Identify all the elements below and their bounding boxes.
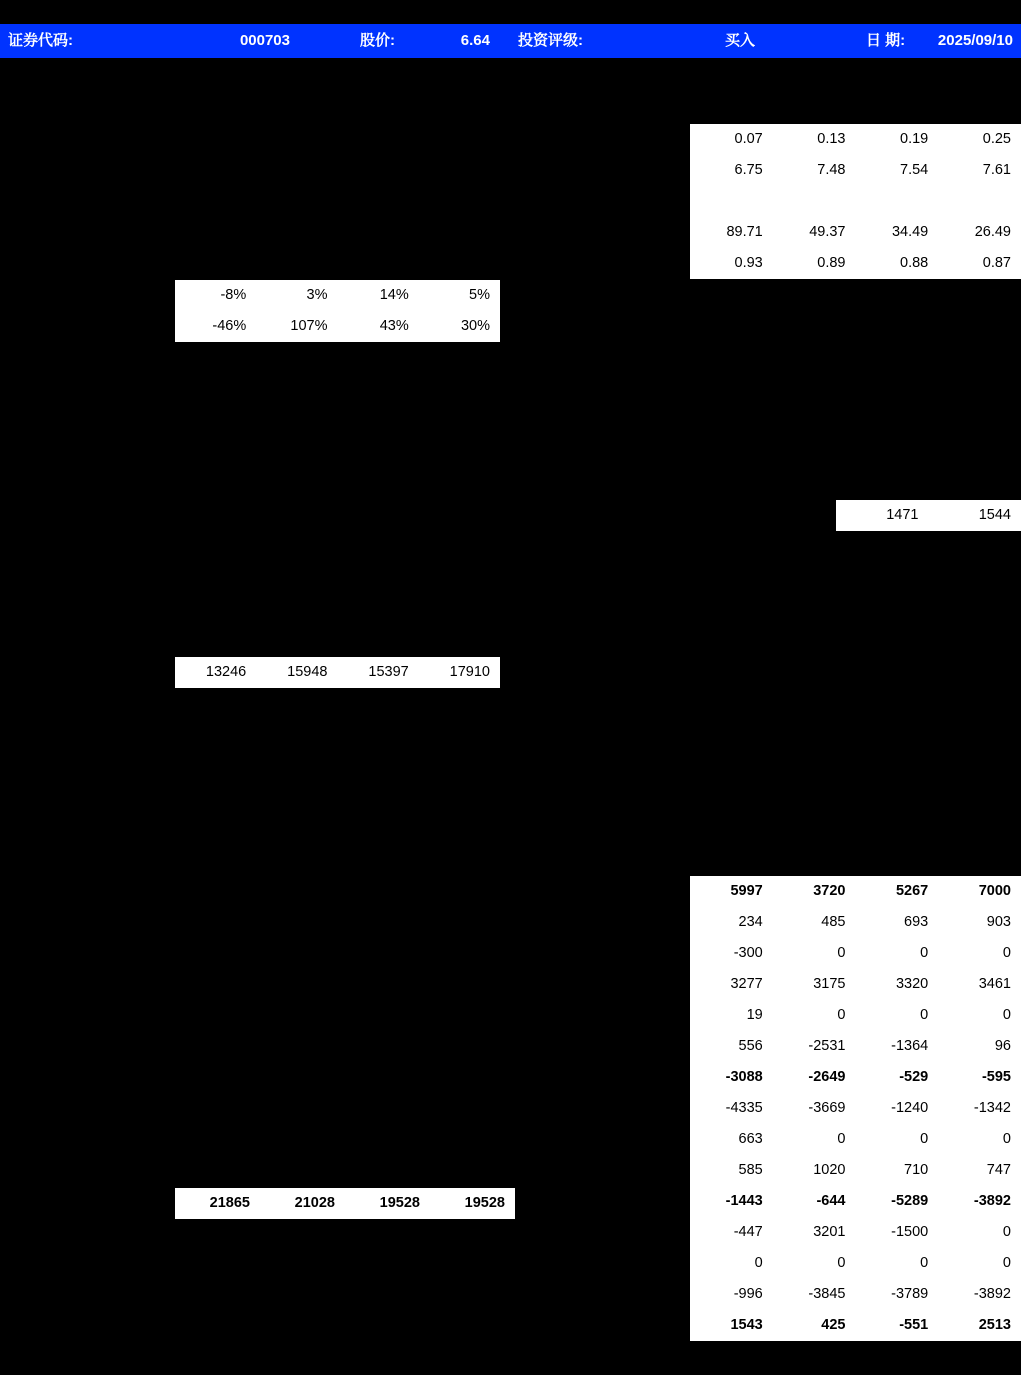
cell: 5267 (895, 883, 929, 899)
cell: -3669 (808, 1100, 846, 1116)
cell: 14% (379, 287, 409, 303)
cell: 0 (1002, 1255, 1011, 1271)
stock-price-label: 股价: (360, 32, 395, 49)
table-row (690, 1093, 1021, 1124)
valuation-ratios-block (690, 124, 1021, 279)
single-value-table (836, 500, 1021, 531)
mid-values-table (175, 657, 500, 688)
table-row (690, 1155, 1021, 1186)
cell: 15948 (287, 664, 328, 680)
cell: 3277 (730, 976, 763, 992)
cell: 3320 (895, 976, 929, 992)
cell: 96 (994, 1038, 1011, 1054)
total-values-table (175, 1188, 515, 1219)
table-row (175, 311, 500, 342)
cell: 0 (1002, 1007, 1011, 1023)
cell: 0 (1002, 1131, 1011, 1147)
security-code-label: 证券代码: (8, 32, 73, 49)
cell: -447 (733, 1224, 763, 1240)
table-row (690, 1217, 1021, 1248)
cell (938, 186, 1021, 217)
cell: -644 (816, 1193, 846, 1209)
cell: 34.49 (891, 224, 929, 240)
cell: -8% (220, 287, 247, 303)
cell: 0 (1002, 945, 1011, 961)
total-values-block (175, 1188, 515, 1219)
table-row (690, 907, 1021, 938)
cell (773, 186, 856, 217)
cell: 15397 (368, 664, 409, 680)
table-row (690, 248, 1021, 279)
security-code-value: 000703 (239, 32, 290, 49)
cell: 903 (986, 914, 1011, 930)
cell: 693 (904, 914, 929, 930)
cell: 0 (920, 1255, 929, 1271)
single-value-body (836, 500, 1021, 531)
cell: 5% (469, 287, 490, 303)
investment-rating-value: 买入 (724, 32, 755, 49)
cell: 1543 (730, 1317, 763, 1333)
cash-flow-body (690, 876, 1021, 1341)
table-row (690, 1000, 1021, 1031)
cell: 7.54 (900, 162, 929, 178)
cell: 0.19 (900, 131, 929, 147)
cell: 5997 (730, 883, 763, 899)
cell: -46% (212, 318, 247, 334)
cell: 17910 (449, 664, 490, 680)
cell: -2649 (808, 1069, 846, 1085)
cell: 0 (1002, 1224, 1011, 1240)
cell: 234 (738, 914, 763, 930)
table-row (175, 657, 500, 688)
total-values-body (175, 1188, 515, 1219)
cell: 2513 (978, 1317, 1011, 1333)
cell: 13246 (205, 664, 247, 680)
cell: 556 (738, 1038, 763, 1054)
cell: 21028 (294, 1195, 335, 1211)
cell: 89.71 (726, 224, 763, 240)
report-header-bar (0, 24, 1021, 58)
cell: 43% (379, 318, 409, 334)
cell: 0 (754, 1255, 763, 1271)
table-row (690, 155, 1021, 186)
table-row (690, 1031, 1021, 1062)
table-row (690, 1248, 1021, 1279)
cell: 663 (738, 1131, 763, 1147)
table-row (690, 876, 1021, 907)
table-row (690, 124, 1021, 155)
table-row-blank (690, 186, 1021, 217)
cell: 0.25 (982, 131, 1011, 147)
growth-rates-block (175, 280, 500, 342)
cell: -3892 (973, 1193, 1011, 1209)
table-row (690, 1279, 1021, 1310)
cell: 585 (738, 1162, 763, 1178)
cell: 3461 (978, 976, 1011, 992)
cell (690, 186, 773, 217)
cell: 710 (904, 1162, 929, 1178)
growth-rates-table (175, 280, 500, 342)
cell: 0 (837, 945, 846, 961)
cell: 3% (306, 287, 328, 303)
cell: 49.37 (809, 224, 846, 240)
cell: -300 (733, 945, 763, 961)
cash-flow-table (690, 876, 1021, 1341)
cell (856, 186, 939, 217)
cell: 6.75 (734, 162, 763, 178)
table-row (690, 969, 1021, 1000)
cell: 1020 (813, 1162, 846, 1178)
mid-values-body (175, 657, 500, 688)
cell: 1544 (978, 507, 1011, 523)
cash-flow-block (690, 876, 1021, 1341)
cell: 0.13 (817, 131, 846, 147)
cell: 0.88 (900, 255, 929, 271)
cell: -551 (899, 1317, 929, 1333)
cell: 19 (746, 1007, 763, 1023)
cell: 0.87 (982, 255, 1011, 271)
cell: -3892 (973, 1286, 1011, 1302)
cell: 7.48 (817, 162, 846, 178)
cell: -5289 (891, 1193, 929, 1209)
table-row (690, 938, 1021, 969)
cell: -1364 (891, 1038, 929, 1054)
valuation-ratios-table (690, 124, 1021, 279)
stock-price-value: 6.64 (460, 32, 490, 49)
cell: 425 (821, 1317, 846, 1333)
cell: 0 (837, 1131, 846, 1147)
cell: -3845 (808, 1286, 846, 1302)
cell: 0.89 (817, 255, 846, 271)
cell: 107% (290, 318, 328, 334)
cell: -595 (981, 1069, 1011, 1085)
cell: 7.61 (982, 162, 1011, 178)
cell: 747 (986, 1162, 1011, 1178)
table-row (690, 1062, 1021, 1093)
cell: -2531 (808, 1038, 846, 1054)
cell: 0 (837, 1007, 846, 1023)
cell: 19528 (464, 1195, 505, 1211)
investment-rating-label: 投资评级: (518, 32, 583, 49)
table-row (175, 280, 500, 311)
table-row (690, 1124, 1021, 1155)
cell: 26.49 (974, 224, 1011, 240)
cell: 0 (920, 945, 929, 961)
cell: -1500 (891, 1224, 929, 1240)
cell: -1342 (973, 1100, 1011, 1116)
cell: -1443 (725, 1193, 763, 1209)
cell: 21865 (209, 1195, 250, 1211)
table-row (836, 500, 1021, 531)
mid-values-block (175, 657, 500, 688)
cell: 3175 (813, 976, 846, 992)
table-row (690, 1186, 1021, 1217)
single-value-row-block (836, 500, 1021, 531)
cell: 0 (920, 1007, 929, 1023)
cell: -996 (733, 1286, 763, 1302)
cell: 3201 (813, 1224, 846, 1240)
cell: 0 (920, 1131, 929, 1147)
cell: -3088 (725, 1069, 763, 1085)
table-row (690, 217, 1021, 248)
cell: -3789 (891, 1286, 929, 1302)
report-date-label: 日 期: (866, 32, 906, 49)
cell: -1240 (891, 1100, 929, 1116)
table-row (175, 1188, 515, 1219)
cell: 3720 (813, 883, 846, 899)
valuation-ratios-body (690, 124, 1021, 279)
table-row (690, 1310, 1021, 1341)
cell: 7000 (978, 883, 1011, 899)
cell: 485 (821, 914, 846, 930)
cell: 0.07 (734, 131, 763, 147)
report-date-value: 2025/09/10 (937, 32, 1013, 49)
growth-rates-body (175, 280, 500, 342)
cell: -529 (899, 1069, 929, 1085)
cell: 0 (837, 1255, 846, 1271)
cell: 0.93 (734, 255, 763, 271)
cell: -4335 (725, 1100, 763, 1116)
cell: 1471 (886, 507, 919, 523)
cell: 30% (460, 318, 490, 334)
cell: 19528 (379, 1195, 420, 1211)
